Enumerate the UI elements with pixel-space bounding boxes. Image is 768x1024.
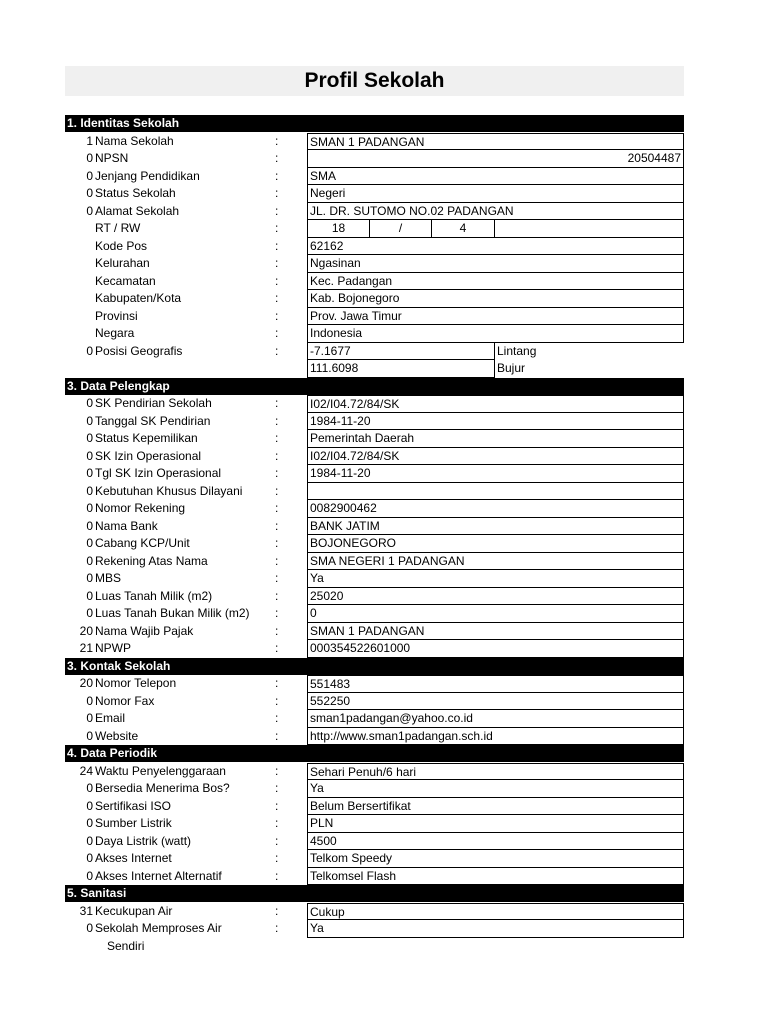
field-colon: : [275, 273, 279, 288]
field-number: 0 [86, 536, 93, 550]
field-label: Status Sekolah [95, 186, 176, 200]
field-number: 0 [86, 151, 93, 165]
field-number: 0 [86, 553, 93, 568]
field-row [65, 728, 684, 746]
field-colon: : [275, 466, 279, 480]
field-value[interactable]: 25020 [307, 588, 684, 606]
field-value[interactable]: JL. DR. SUTOMO NO.02 PADANGAN [307, 203, 684, 221]
field-label: RT / RW [95, 221, 141, 235]
field-number: 0 [86, 431, 93, 445]
field-label: SK Pendirian Sekolah [95, 396, 212, 410]
field-value[interactable]: Telkomsel Flash [307, 868, 684, 886]
field-colon: : [275, 816, 279, 830]
field-number: 0 [86, 816, 93, 830]
field-colon: : [275, 553, 279, 568]
field-value[interactable]: 1984-11-20 [307, 465, 684, 483]
field-row [65, 500, 684, 518]
field-colon: : [275, 501, 279, 515]
field-number: 0 [86, 868, 93, 883]
field-colon: : [275, 763, 279, 778]
field-label: Website [95, 728, 139, 743]
field-value[interactable]: BOJONEGORO [307, 535, 684, 553]
field-row [65, 570, 684, 588]
field-label-line2: Sendiri [107, 938, 145, 953]
field-value[interactable]: Belum Bersertifikat [307, 798, 684, 816]
field-colon: : [275, 868, 279, 883]
rt-rw-empty [494, 220, 684, 238]
field-number: 0 [86, 396, 93, 410]
field-value[interactable]: SMA NEGERI 1 PADANGAN [307, 553, 684, 571]
field-value[interactable]: 1984-11-20 [307, 413, 684, 431]
field-number: 31 [79, 903, 93, 918]
field-colon: : [275, 641, 279, 655]
field-colon: : [275, 518, 279, 533]
field-row [65, 675, 684, 693]
field-label: Kecukupan Air [95, 903, 173, 918]
field-number: 0 [86, 833, 93, 848]
field-label: Jenjang Pendidikan [95, 168, 200, 183]
page-title: Profil Sekolah [304, 69, 445, 92]
field-row [65, 553, 684, 571]
field-label: Email [95, 711, 126, 725]
section-heading: 3. Kontak Sekolah [65, 658, 684, 675]
field-row [65, 588, 684, 606]
field-colon: : [275, 676, 279, 690]
field-value[interactable]: Sehari Penuh/6 hari [307, 763, 684, 781]
field-row [65, 798, 684, 816]
field-value[interactable]: Kab. Bojonegoro [307, 290, 684, 308]
field-row [65, 465, 684, 483]
field-colon: : [275, 448, 279, 463]
field-label: Daya Listrik (watt) [95, 833, 192, 848]
geo-value[interactable]: 111.6098 [307, 360, 495, 378]
field-colon: : [275, 711, 279, 725]
rt-rw-separator: / [369, 220, 432, 238]
field-row [65, 203, 684, 221]
field-colon: : [275, 431, 279, 445]
field-number: 0 [86, 466, 93, 480]
section-heading: 5. Sanitasi [65, 885, 684, 902]
field-value[interactable]: Ya [307, 570, 684, 588]
field-number: 0 [86, 448, 93, 463]
field-row [65, 623, 684, 641]
field-value[interactable]: SMAN 1 PADANGAN [307, 623, 684, 641]
title-bar [65, 66, 684, 96]
field-label: Nama Wajib Pajak [95, 623, 194, 638]
field-label: Provinsi [95, 308, 138, 323]
field-number: 0 [86, 798, 93, 813]
field-number: 0 [86, 606, 93, 620]
field-row [65, 290, 684, 308]
field-row [65, 483, 684, 501]
field-colon: : [275, 693, 279, 708]
field-number: 0 [86, 571, 93, 585]
field-value[interactable]: Telkom Speedy [307, 850, 684, 868]
field-number: 0 [86, 483, 93, 498]
field-row [65, 850, 684, 868]
field-row [65, 395, 684, 413]
field-row [65, 693, 684, 711]
field-row [65, 780, 684, 798]
field-number: 0 [86, 711, 93, 725]
field-label: Nama Bank [95, 518, 158, 533]
field-number: 1 [86, 133, 93, 148]
field-value[interactable]: 552250 [307, 693, 684, 711]
field-number: 0 [86, 588, 93, 603]
field-number: 0 [86, 921, 93, 935]
field-colon: : [275, 798, 279, 813]
field-label: Nama Sekolah [95, 133, 174, 148]
field-value[interactable]: I02/I04.72/84/SK [307, 448, 684, 466]
field-number: 24 [79, 763, 93, 778]
field-colon: : [275, 833, 279, 848]
field-label: Tgl SK Izin Operasional [95, 466, 222, 480]
field-number: 0 [86, 343, 93, 358]
field-colon: : [275, 728, 279, 743]
field-number: 0 [86, 168, 93, 183]
field-number: 0 [86, 186, 93, 200]
field-colon: : [275, 168, 279, 183]
field-value[interactable]: 0 [307, 605, 684, 623]
geo-label: Lintang [497, 343, 537, 358]
field-value[interactable]: Ya [307, 920, 684, 938]
field-row [65, 868, 684, 886]
field-value[interactable]: Pemerintah Daerah [307, 430, 684, 448]
field-value[interactable]: PLN [307, 815, 684, 833]
field-row [65, 150, 684, 168]
field-label: Akses Internet Alternatif [95, 868, 222, 883]
field-label: SK Izin Operasional [95, 448, 202, 463]
field-label: NPWP [95, 641, 131, 655]
field-row [65, 920, 684, 955]
field-row [65, 763, 684, 781]
field-colon: : [275, 203, 279, 218]
field-label: Kode Pos [95, 238, 148, 253]
field-value[interactable]: Ngasinan [307, 255, 684, 273]
field-label: Bersedia Menerima Bos? [95, 781, 230, 795]
field-colon: : [275, 781, 279, 795]
field-value[interactable]: Indonesia [307, 325, 684, 343]
field-value[interactable]: Prov. Jawa Timur [307, 308, 684, 326]
field-value[interactable]: 4500 [307, 833, 684, 851]
field-label: Sumber Listrik [95, 816, 172, 830]
field-value[interactable]: Ya [307, 780, 684, 798]
field-value[interactable] [307, 483, 684, 501]
field-row [65, 325, 684, 343]
field-number: 21 [79, 641, 93, 655]
field-label: Luas Tanah Milik (m2) [95, 588, 213, 603]
field-colon: : [275, 151, 279, 165]
field-colon: : [275, 291, 279, 305]
field-colon: : [275, 221, 279, 235]
field-colon: : [275, 186, 279, 200]
field-label: Posisi Geografis [95, 343, 183, 358]
field-row [65, 833, 684, 851]
field-label: Cabang KCP/Unit [95, 536, 190, 550]
field-number: 0 [86, 728, 93, 743]
field-row [65, 308, 684, 326]
field-row [65, 448, 684, 466]
field-colon: : [275, 606, 279, 620]
field-value[interactable]: 551483 [307, 675, 684, 693]
field-row [65, 343, 684, 361]
field-row [65, 273, 684, 291]
field-label: Nomor Fax [95, 693, 155, 708]
field-colon: : [275, 851, 279, 865]
field-number: 20 [79, 623, 93, 638]
field-number: 0 [86, 693, 93, 708]
field-label: Alamat Sekolah [95, 203, 180, 218]
field-colon: : [275, 903, 279, 918]
field-value[interactable]: http://www.sman1padangan.sch.id [307, 728, 684, 746]
field-colon: : [275, 133, 279, 148]
field-value[interactable]: SMA [307, 168, 684, 186]
rt-value[interactable]: 18 [307, 220, 370, 238]
field-row [65, 518, 684, 536]
field-row [65, 168, 684, 186]
field-row [65, 185, 684, 203]
field-colon: : [275, 326, 279, 340]
field-number: 0 [86, 413, 93, 428]
field-label: Luas Tanah Bukan Milik (m2) [95, 606, 250, 620]
field-colon: : [275, 413, 279, 428]
field-number: 0 [86, 518, 93, 533]
field-value[interactable]: I02/I04.72/84/SK [307, 395, 684, 413]
field-number: 0 [86, 781, 93, 795]
geo-label: Bujur [497, 361, 526, 375]
field-value[interactable]: 20504487 [307, 150, 684, 168]
section-heading: 4. Data Periodik [65, 745, 684, 762]
field-row [65, 903, 684, 921]
field-colon: : [275, 308, 279, 323]
field-row [65, 220, 684, 238]
field-label: Sekolah Memproses Air Sendiri [95, 921, 222, 953]
field-colon: : [275, 623, 279, 638]
field-label: Nomor Rekening [95, 501, 186, 515]
field-label: Kebutuhan Khusus Dilayani [95, 483, 243, 498]
field-colon: : [275, 571, 279, 585]
field-label: Tanggal SK Pendirian [95, 413, 211, 428]
field-label: Kecamatan [95, 273, 156, 288]
field-value[interactable]: 0082900462 [307, 500, 684, 518]
field-colon: : [275, 343, 279, 358]
field-label: Waktu Penyelenggaraan [95, 763, 226, 778]
field-value[interactable]: 000354522601000 [307, 640, 684, 658]
field-number: 0 [86, 501, 93, 515]
field-row [65, 605, 684, 623]
field-value[interactable]: sman1padangan@yahoo.co.id [307, 710, 684, 728]
field-number: 0 [86, 203, 93, 218]
field-row [65, 710, 684, 728]
field-label: Kabupaten/Kota [95, 291, 182, 305]
field-colon: : [275, 536, 279, 550]
field-row [65, 255, 684, 273]
field-row [65, 413, 684, 431]
field-number: 20 [79, 676, 93, 690]
field-colon: : [275, 238, 279, 253]
field-value[interactable]: BANK JATIM [307, 518, 684, 536]
field-value[interactable]: SMAN 1 PADANGAN [307, 133, 684, 151]
field-label: Nomor Telepon [95, 676, 177, 690]
profile-sheet [65, 115, 684, 955]
section-heading: 3. Data Pelengkap [65, 378, 684, 395]
field-row [65, 133, 684, 151]
field-colon: : [275, 588, 279, 603]
field-label: Negara [95, 326, 135, 340]
field-row [65, 815, 684, 833]
geo-value[interactable]: -7.1677 [307, 343, 495, 361]
field-label: Status Kepemilikan [95, 431, 198, 445]
field-row [65, 535, 684, 553]
field-colon: : [275, 396, 279, 410]
field-number: 0 [86, 851, 93, 865]
field-label: Sertifikasi ISO [95, 798, 172, 813]
field-value[interactable]: 62162 [307, 238, 684, 256]
field-colon: : [275, 921, 279, 935]
rw-value[interactable]: 4 [431, 220, 495, 238]
field-value[interactable]: Cukup [307, 903, 684, 921]
field-value[interactable]: Negeri [307, 185, 684, 203]
rt-rw-cells [307, 220, 684, 238]
field-label: Kelurahan [95, 256, 150, 270]
section-heading: 1. Identitas Sekolah [65, 115, 684, 132]
field-label: Akses Internet [95, 851, 172, 865]
field-row [65, 430, 684, 448]
field-label: MBS [95, 571, 122, 585]
field-colon: : [275, 256, 279, 270]
field-row [65, 360, 684, 378]
field-row [65, 640, 684, 658]
field-colon: : [275, 483, 279, 498]
field-row [65, 238, 684, 256]
field-value[interactable]: Kec. Padangan [307, 273, 684, 291]
field-label: Rekening Atas Nama [95, 553, 208, 568]
field-label: NPSN [95, 151, 129, 165]
